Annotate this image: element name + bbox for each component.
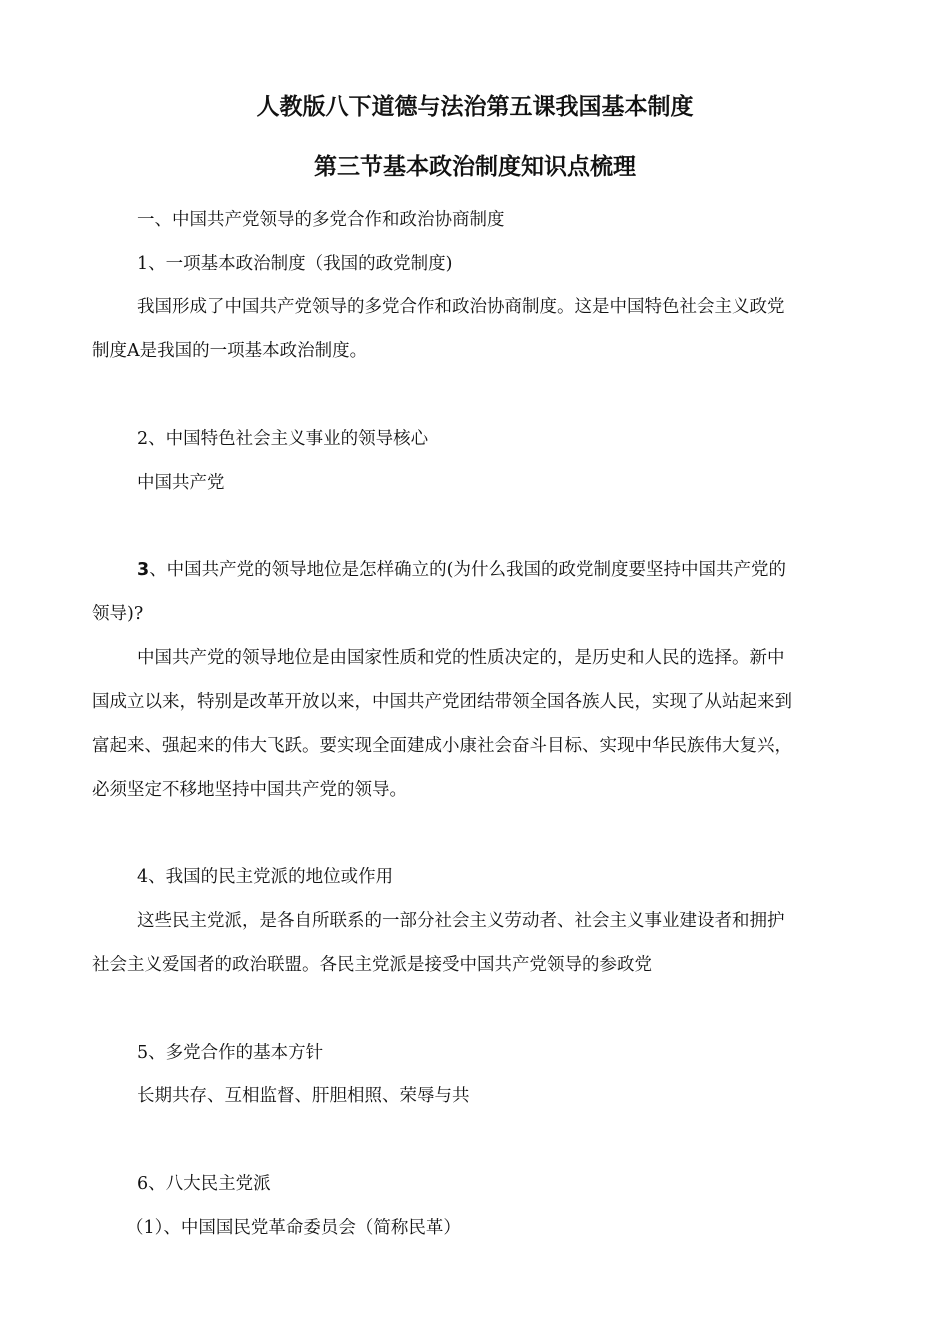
item1-body-line1: 我国形成了中国共产党领导的多党合作和政治协商制度。这是中国特色社会主义政党 (137, 297, 785, 317)
item6-sub1: （1）、中国国民党革命委员会（简称民革） (126, 1218, 461, 1238)
item3-body-line2: 国成立以来，特别是改革开放以来，中国共产党团结带领全国各族人民，实现了从站起来到 (92, 692, 792, 712)
item3-body-line1: 中国共产党的领导地位是由国家性质和党的性质决定的，是历史和人民的选择。新中 (137, 648, 785, 668)
item5-body: 长期共存、互相监督、肝胆相照、荣辱与共 (137, 1086, 470, 1106)
item3-body-line3: 富起来、强起来的伟大飞跃。要实现全面建成小康社会奋斗目标、实现中华民族伟大复兴， (92, 736, 792, 756)
item3-heading-line2: 领导)? (92, 604, 144, 624)
item1-body-line2: 制度A是我国的一项基本政治制度。 (92, 341, 368, 361)
item3-number: 3 (137, 560, 150, 580)
item4-body-line1: 这些民主党派，是各自所联系的一部分社会主义劳动者、社会主义事业建设者和拥护 (137, 911, 785, 931)
item1-heading: 1、一项基本政治制度（我国的政党制度) (137, 254, 453, 274)
item3-body-line4: 必须坚定不移地坚持中国共产党的领导。 (92, 780, 407, 800)
item4-body-line2: 社会主义爱国者的政治联盟。各民主党派是接受中国共产党领导的参政党 (92, 955, 652, 975)
document-title-line1: 人教版八下道德与法治第五课我国基本制度 (256, 94, 694, 120)
item2-heading: 2、中国特色社会主义事业的领导核心 (137, 429, 429, 449)
item6-heading: 6、八大民主党派 (137, 1174, 271, 1194)
item4-heading: 4、我国的民主党派的地位或作用 (137, 867, 394, 887)
item5-heading: 5、多党合作的基本方针 (137, 1043, 324, 1063)
document-title-line2: 第三节基本政治制度知识点梳理 (314, 154, 636, 180)
section1-heading: 一、中国共产党领导的多党合作和政治协商制度 (137, 210, 505, 230)
item3-heading-line1 (137, 557, 917, 583)
item2-body: 中国共产党 (137, 473, 225, 493)
item3-heading-text: 、中国共产党的领导地位是怎样确立的(为什么我国的政党制度要坚持中国共产党的 (149, 560, 787, 580)
